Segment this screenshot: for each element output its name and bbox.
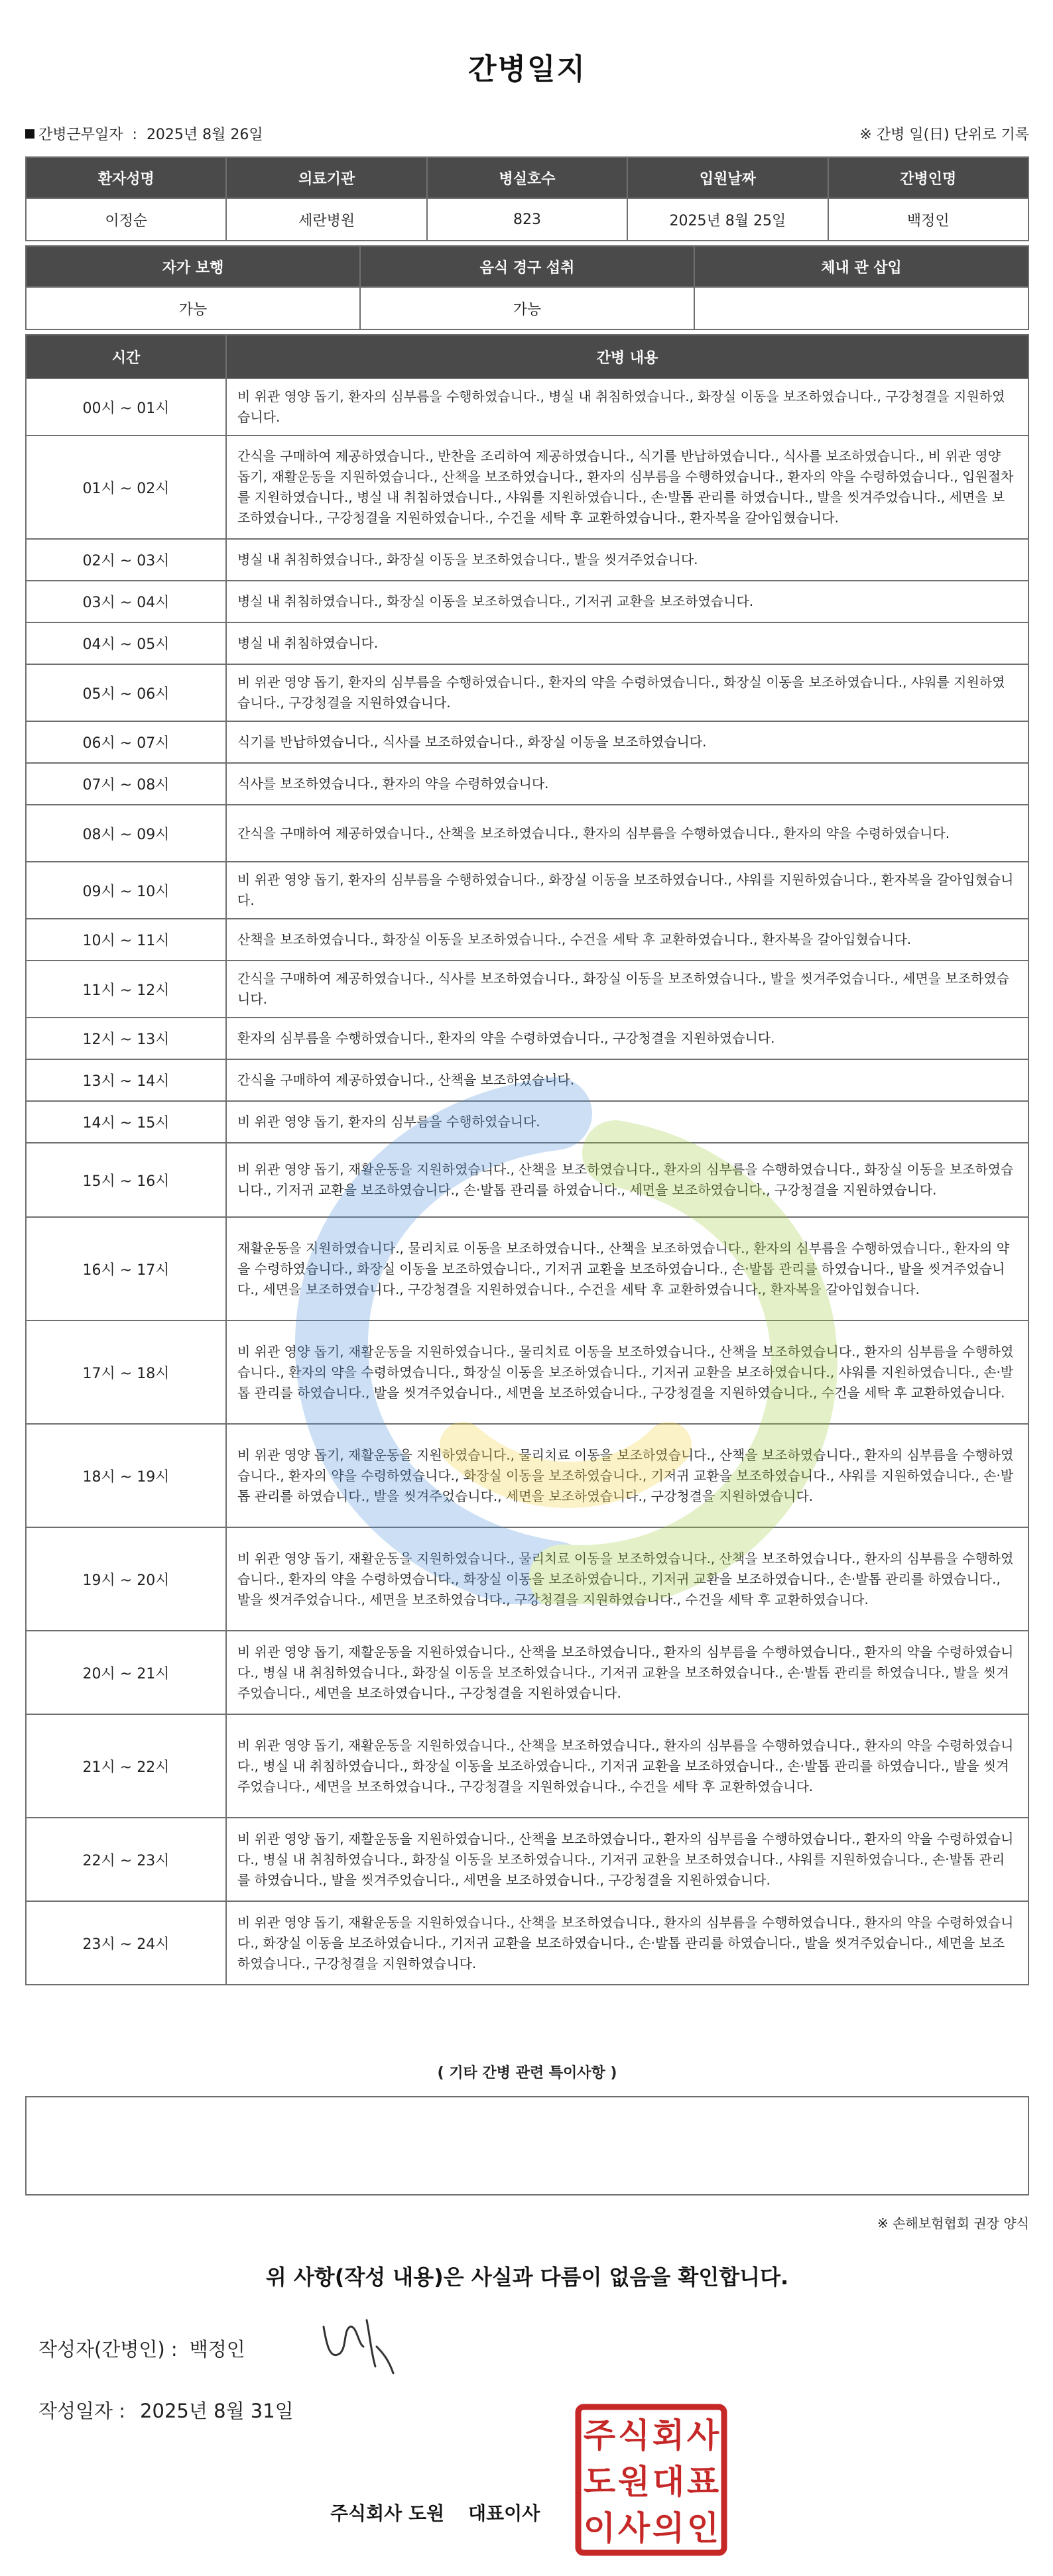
log-row [26, 1631, 1028, 1714]
log-content: 간식을 구매하여 제공하였습니다., 식사를 보조하였습니다., 화장실 이동을 보조하였습니다., 발을 씻겨주었습니다., 세면을 보조하였습니다. [226, 961, 1028, 1018]
log-row [26, 721, 1028, 763]
log-content: 비 위관 영양 돕기, 재활운동을 지원하였습니다., 물리치료 이동을 보조하였습니다., 산책을 보조하였습니다., 환자의 심부름을 수행하였습니다., 환자의 약을 수령하였습니다., 화장실 이동을 보조하였습니다., 기저귀 교환을 보조하였습니다., 샤워를 지원하였습니다., 손·발톱 관리를 하였습니다., 발을 씻겨주었습니다., 세면을 보조하였습니다., 구강청결을 지원하였습니다. [226, 1424, 1028, 1527]
log-time: 22시 ~ 23시 [26, 1818, 226, 1901]
writer-name: 백정인 [189, 2338, 245, 2361]
log-row [26, 622, 1028, 664]
log-row [26, 805, 1028, 862]
seal-char: 표 [686, 2463, 719, 2501]
log-content: 비 위관 영양 돕기, 재활운동을 지원하였습니다., 산책을 보조하였습니다., 환자의 심부름을 수행하였습니다., 환자의 약을 수령하였습니다., 화장실 이동을 보조하였습니다., 기저귀 교환을 보조하였습니다., 손·발톱 관리를 하였습니다., 발을 씻겨주었습니다., 세면을 보조하였습니다., 구강청결을 지원하였습니다. [226, 1901, 1028, 1985]
log-row [26, 664, 1028, 721]
company-seal-stamp [574, 2403, 728, 2557]
association-note: ※ 손해보험협회 권장 양식 [877, 2215, 1029, 2231]
log-content: 간식을 구매하여 제공하였습니다., 산책을 보조하였습니다. [226, 1059, 1028, 1101]
care-date [25, 123, 263, 144]
log-time: 09시 ~ 10시 [26, 862, 226, 919]
seal-char: 회 [652, 2416, 685, 2455]
log-content: 식기를 반납하였습니다., 식사를 보조하였습니다., 화장실 이동을 보조하였습니다. [226, 721, 1028, 763]
tube-header: 체내 관 삽입 [694, 246, 1028, 287]
care-date-value: 2025년 8월 26일 [146, 127, 263, 143]
log-content: 비 위관 영양 돕기, 재활운동을 지원하였습니다., 산책을 보조하였습니다., 환자의 심부름을 수행하였습니다., 환자의 약을 수령하였습니다., 병실 내 취침하였습니다., 화장실 이동을 보조하였습니다., 기저귀 교환을 보조하였습니다., 손·발톱 관리를 하였습니다., 발을 씻겨주었습니다., 세면을 보조하였습니다., 구강청결을 지원하였습니다., 수건을 세탁 후 교환하였습니다. [226, 1714, 1028, 1818]
log-time: 07시 ~ 08시 [26, 763, 226, 805]
log-content: 병실 내 취침하였습니다., 화장실 이동을 보조하였습니다., 기저귀 교환을 보조하였습니다. [226, 581, 1028, 622]
caregiver-name: 백정인 [828, 198, 1028, 241]
patient-header-row [26, 157, 1028, 198]
log-time: 05시 ~ 06시 [26, 664, 226, 721]
unit-note: ※ 간병 일(日) 단위로 기록 [859, 127, 1029, 143]
admission-date-header: 입원날짜 [627, 157, 828, 198]
seal-char: 의 [652, 2509, 685, 2547]
log-content: 병실 내 취침하였습니다. [226, 622, 1028, 664]
log-time: 14시 ~ 15시 [26, 1101, 226, 1143]
seal-char: 인 [686, 2509, 719, 2547]
log-row [26, 1424, 1028, 1527]
log-content: 환자의 심부름을 수행하였습니다., 환자의 약을 수령하였습니다., 구강청결을 지원하였습니다. [226, 1018, 1028, 1059]
status-header-row [26, 246, 1028, 287]
notes-title: ( 기타 간병 관련 특이사항 ) [437, 2065, 617, 2081]
log-content: 간식을 구매하여 제공하였습니다., 산책을 보조하였습니다., 환자의 심부름을 수행하였습니다., 환자의 약을 수령하였습니다. [226, 805, 1028, 862]
log-row [26, 763, 1028, 805]
oral-intake-value: 가능 [360, 287, 694, 329]
seal-char: 이 [583, 2509, 616, 2547]
log-time: 01시 ~ 02시 [26, 436, 226, 539]
patient-name-header: 환자성명 [26, 157, 226, 198]
care-date-sep: : [132, 127, 137, 143]
log-content: 비 위관 영양 돕기, 재활운동을 지원하였습니다., 물리치료 이동을 보조하였습니다., 산책을 보조하였습니다., 환자의 심부름을 수행하였습니다., 환자의 약을 수령하였습니다., 화장실 이동을 보조하였습니다., 기저귀 교환을 보조하였습니다., 샤워를 지원하였습니다., 손·발톱 관리를 하였습니다., 발을 씻겨주었습니다., 세면을 보조하였습니다., 구강청결을 지원하였습니다., 수건을 세탁 후 교환하였습니다. [226, 1320, 1028, 1424]
log-content: 간식을 구매하여 제공하였습니다., 반찬을 조리하여 제공하였습니다., 식기를 반납하였습니다., 식사를 보조하였습니다., 비 위관 영양 돕기, 재활운동을 지원하였습니다., 산책을 보조하였습니다., 환자의 심부름을 수행하였습니다., 환자의 약을 수령하였습니다., 입원절차를 지원하였습니다., 병실 내 취침하였습니다., 샤워를 지원하였습니다., 손·발톱 관리를 하였습니다., 발을 씻겨주었습니다., 세면을 보조하였습니다., 구강청결을 지원하였습니다., 수건을 세탁 후 교환하였습니다., 환자복을 갈아입혔습니다. [226, 436, 1028, 539]
log-content: 비 위관 영양 돕기, 환자의 심부름을 수행하였습니다. [226, 1101, 1028, 1143]
patient-info-table [25, 156, 1029, 241]
time-header: 시간 [26, 335, 226, 379]
log-row [26, 1320, 1028, 1424]
seal-char: 사 [617, 2509, 650, 2547]
writer-label: 작성자(간병인) : [38, 2338, 178, 2361]
meta-row [25, 123, 1029, 146]
seal-char: 주 [583, 2416, 616, 2455]
log-content: 비 위관 영양 돕기, 재활운동을 지원하였습니다., 물리치료 이동을 보조하였습니다., 산책을 보조하였습니다., 환자의 심부름을 수행하였습니다., 환자의 약을 수령하였습니다., 화장실 이동을 보조하였습니다., 기저귀 교환을 보조하였습니다., 손·발톱 관리를 하였습니다., 발을 씻겨주었습니다., 세면을 보조하였습니다., 구강청결을 지원하였습니다., 수건을 세탁 후 교환하였습니다. [226, 1527, 1028, 1631]
walking-header: 자가 보행 [26, 246, 360, 287]
room-header: 병실호수 [427, 157, 627, 198]
log-time: 12시 ~ 13시 [26, 1018, 226, 1059]
log-time: 20시 ~ 21시 [26, 1631, 226, 1714]
log-body [26, 379, 1028, 1985]
log-row [26, 1101, 1028, 1143]
status-value-row [26, 287, 1028, 329]
log-row [26, 581, 1028, 622]
written-date-line [38, 2396, 308, 2424]
log-time: 23시 ~ 24시 [26, 1901, 226, 1985]
log-row [26, 1818, 1028, 1901]
patient-name: 이정순 [26, 198, 226, 241]
log-time: 15시 ~ 16시 [26, 1143, 226, 1217]
log-row [26, 436, 1028, 539]
company-line [330, 2499, 564, 2526]
log-time: 18시 ~ 19시 [26, 1424, 226, 1527]
care-date-label: 간병근무일자 [38, 127, 123, 143]
log-content: 비 위관 영양 돕기, 재활운동을 지원하였습니다., 산책을 보조하였습니다., 환자의 심부름을 수행하였습니다., 환자의 약을 수령하였습니다., 병실 내 취침하였습니다., 화장실 이동을 보조하였습니다., 기저귀 교환을 보조하였습니다., 샤워를 지원하였습니다., 손·발톱 관리를 하였습니다., 발을 씻겨주었습니다., 세면을 보조하였습니다., 구강청결을 지원하였습니다. [226, 1818, 1028, 1901]
document-title: 간병일지 [467, 52, 586, 86]
log-time: 02시 ~ 03시 [26, 539, 226, 581]
log-row [26, 1059, 1028, 1101]
square-bullet-icon [25, 129, 34, 139]
written-date-value: 2025년 8월 31일 [140, 2400, 294, 2422]
seal-char: 대 [652, 2463, 685, 2501]
log-content: 재활운동을 지원하였습니다., 물리치료 이동을 보조하였습니다., 산책을 보조하였습니다., 환자의 심부름을 수행하였습니다., 환자의 약을 수령하였습니다., 화장실 이동을 보조하였습니다., 기저귀 교환을 보조하였습니다., 손·발톱 관리를 하였습니다., 발을 씻겨주었습니다., 세면을 보조하였습니다., 구강청결을 지원하였습니다., 수건을 세탁 후 교환하였습니다., 환자복을 갈아입혔습니다. [226, 1217, 1028, 1320]
log-row [26, 1527, 1028, 1631]
hospital-name: 세란병원 [226, 198, 426, 241]
log-time: 03시 ~ 04시 [26, 581, 226, 622]
log-content: 식사를 보조하였습니다., 환자의 약을 수령하였습니다. [226, 763, 1028, 805]
log-content: 비 위관 영양 돕기, 환자의 심부름을 수행하였습니다., 환자의 약을 수령하였습니다., 화장실 이동을 보조하였습니다., 샤워를 지원하였습니다., 구강청결을 지원하였습니다. [226, 664, 1028, 721]
walking-value: 가능 [26, 287, 360, 329]
log-row [26, 1018, 1028, 1059]
care-log-table [25, 334, 1029, 1985]
content-header: 간병 내용 [226, 335, 1028, 379]
log-time: 11시 ~ 12시 [26, 961, 226, 1018]
seal-char: 원 [617, 2463, 650, 2501]
written-date-label: 작성일자 : [38, 2400, 126, 2422]
seal-char: 식 [617, 2416, 650, 2455]
log-content: 비 위관 영양 돕기, 환자의 심부름을 수행하였습니다., 병실 내 취침하였습니다., 화장실 이동을 보조하였습니다., 구강청결을 지원하였습니다. [226, 379, 1028, 436]
handwritten-signature [310, 2307, 410, 2380]
log-row [26, 539, 1028, 581]
log-content: 비 위관 영양 돕기, 재활운동을 지원하였습니다., 산책을 보조하였습니다., 환자의 심부름을 수행하였습니다., 화장실 이동을 보조하였습니다., 기저귀 교환을 보조하였습니다., 손·발톱 관리를 하였습니다., 세면을 보조하였습니다., 구강청결을 지원하였습니다. [226, 1143, 1028, 1217]
log-row [26, 1217, 1028, 1320]
notes-box [25, 2096, 1029, 2195]
log-time: 04시 ~ 05시 [26, 622, 226, 664]
log-time: 08시 ~ 09시 [26, 805, 226, 862]
log-time: 21시 ~ 22시 [26, 1714, 226, 1818]
oral-intake-header: 음식 경구 섭취 [360, 246, 694, 287]
log-time: 00시 ~ 01시 [26, 379, 226, 436]
log-content: 병실 내 취침하였습니다., 화장실 이동을 보조하였습니다., 발을 씻겨주었습니다. [226, 539, 1028, 581]
confirmation-statement: 위 사항(작성 내용)은 사실과 다름이 없음을 확인합니다. [265, 2264, 789, 2290]
patient-value-row [26, 198, 1028, 241]
log-time: 13시 ~ 14시 [26, 1059, 226, 1101]
log-row [26, 379, 1028, 436]
seal-characters [584, 2416, 719, 2547]
log-row [26, 862, 1028, 919]
log-time: 10시 ~ 11시 [26, 919, 226, 961]
log-content: 비 위관 영양 돕기, 환자의 심부름을 수행하였습니다., 화장실 이동을 보조하였습니다., 샤워를 지원하였습니다., 환자복을 갈아입혔습니다. [226, 862, 1028, 919]
log-time: 17시 ~ 18시 [26, 1320, 226, 1424]
log-time: 19시 ~ 20시 [26, 1527, 226, 1631]
representative-title: 대표이사 [468, 2502, 540, 2524]
log-row [26, 919, 1028, 961]
seal-char: 사 [686, 2416, 719, 2455]
log-time: 06시 ~ 07시 [26, 721, 226, 763]
log-row [26, 1143, 1028, 1217]
log-row [26, 1714, 1028, 1818]
company-name: 주식회사 도원 [330, 2502, 445, 2524]
writer-line [38, 2335, 257, 2362]
log-time: 16시 ~ 17시 [26, 1217, 226, 1320]
log-header-row [26, 335, 1028, 379]
log-row [26, 1901, 1028, 1985]
room-number: 823 [427, 198, 627, 241]
log-content: 산책을 보조하였습니다., 화장실 이동을 보조하였습니다., 수건을 세탁 후 교환하였습니다., 환자복을 갈아입혔습니다. [226, 919, 1028, 961]
seal-char: 도 [583, 2463, 616, 2501]
patient-status-table [25, 245, 1029, 330]
log-row [26, 961, 1028, 1018]
caregiver-header: 간병인명 [828, 157, 1028, 198]
log-content: 비 위관 영양 돕기, 재활운동을 지원하였습니다., 산책을 보조하였습니다., 환자의 심부름을 수행하였습니다., 환자의 약을 수령하였습니다., 병실 내 취침하였습니다., 화장실 이동을 보조하였습니다., 기저귀 교환을 보조하였습니다., 손·발톱 관리를 하였습니다., 발을 씻겨주었습니다., 세면을 보조하였습니다., 구강청결을 지원하였습니다. [226, 1631, 1028, 1714]
hospital-header: 의료기관 [226, 157, 426, 198]
admission-date: 2025년 8월 25일 [627, 198, 828, 241]
tube-value [694, 287, 1028, 329]
